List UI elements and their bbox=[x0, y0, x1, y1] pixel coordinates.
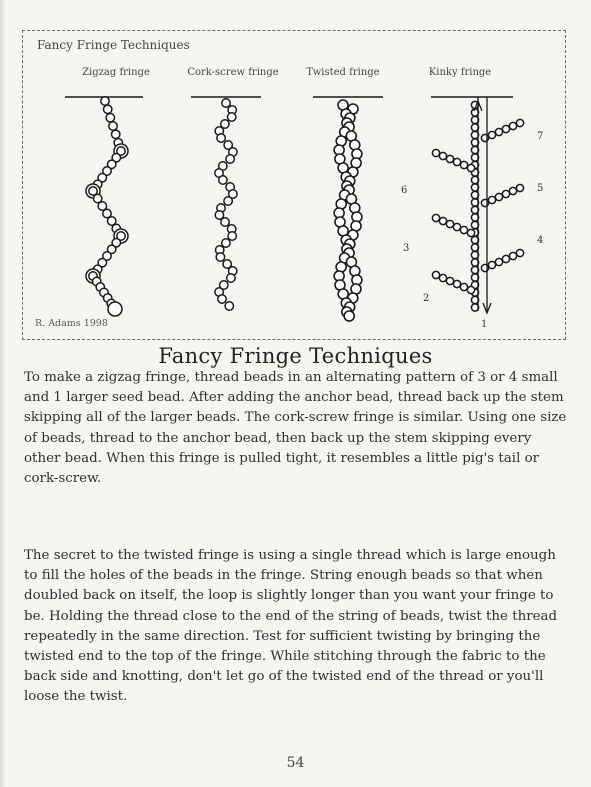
twisted-fringe-beads bbox=[334, 100, 362, 321]
bead bbox=[509, 252, 516, 259]
bead bbox=[509, 187, 516, 194]
fringe-illustration bbox=[22, 30, 566, 340]
step-number-1: 1 bbox=[481, 319, 488, 330]
bead bbox=[439, 152, 446, 159]
step-number-5: 5 bbox=[537, 183, 544, 194]
bead bbox=[502, 125, 509, 132]
bead bbox=[216, 253, 224, 261]
illustration-credit: R. Adams 1998 bbox=[35, 318, 108, 329]
bead bbox=[106, 114, 114, 122]
bead bbox=[495, 128, 502, 135]
bead bbox=[108, 302, 122, 316]
bead bbox=[502, 190, 509, 197]
bead bbox=[432, 149, 439, 156]
bead bbox=[227, 274, 235, 282]
bead bbox=[467, 286, 474, 293]
corkscrew-fringe-beads bbox=[215, 99, 237, 310]
bead bbox=[439, 217, 446, 224]
bead bbox=[432, 214, 439, 221]
bead bbox=[432, 271, 439, 278]
bead bbox=[226, 155, 234, 163]
bead bbox=[228, 113, 236, 121]
zigzag-fringe-beads bbox=[86, 97, 128, 316]
bead bbox=[509, 122, 516, 129]
bead bbox=[467, 229, 474, 236]
bead bbox=[446, 277, 453, 284]
page-number: 54 bbox=[286, 755, 305, 771]
bead bbox=[221, 218, 229, 226]
figure-title: Fancy Fringe Techniques bbox=[37, 38, 190, 52]
label-twisted-fringe: Twisted fringe bbox=[306, 67, 380, 78]
bead bbox=[446, 155, 453, 162]
page-edge-shadow bbox=[0, 0, 6, 787]
step-number-6: 6 bbox=[401, 185, 408, 196]
bead bbox=[453, 280, 460, 287]
label-kinky-fringe: Kinky fringe bbox=[428, 67, 492, 78]
label-zigzag-fringe: Zigzag fringe bbox=[82, 67, 150, 78]
bead bbox=[218, 295, 226, 303]
bead bbox=[446, 220, 453, 227]
bead bbox=[502, 255, 509, 262]
bead bbox=[224, 197, 232, 205]
bead bbox=[222, 239, 230, 247]
bead bbox=[344, 311, 354, 321]
bead bbox=[467, 164, 474, 171]
bead bbox=[460, 161, 467, 168]
step-number-3: 3 bbox=[403, 243, 410, 254]
bead bbox=[222, 99, 230, 107]
step-number-4: 4 bbox=[537, 235, 544, 246]
bead bbox=[460, 283, 467, 290]
bead bbox=[488, 131, 495, 138]
bead bbox=[109, 122, 117, 130]
bead bbox=[516, 184, 523, 191]
paragraph-zigzag-corkscrew: To make a zigzag fringe, thread beads in an alternating pattern of 3 or 4 small and 1 larger seed bead. After adding the anchor bead, thread back up the stem skipping all of the larger beads. The cork-screw fringe is similar. Using one size of beads, thread to the anchor bead, then back up the stem skipping every other bead. When this fringe is pulled tight, it resembles a little pig's tail or cork-screw. bbox=[24, 370, 567, 487]
bead bbox=[516, 119, 523, 126]
bead bbox=[101, 97, 109, 105]
bead bbox=[217, 134, 225, 142]
bead bbox=[488, 261, 495, 268]
bead bbox=[112, 130, 120, 138]
bead bbox=[495, 258, 502, 265]
bead bbox=[460, 226, 467, 233]
label-corkscrew-fringe: Cork-screw fringe bbox=[187, 67, 279, 78]
page-heading: Fancy Fringe Techniques bbox=[158, 344, 433, 368]
bead bbox=[228, 232, 236, 240]
bead bbox=[225, 302, 233, 310]
bead bbox=[104, 105, 112, 113]
bead bbox=[516, 249, 523, 256]
bead bbox=[453, 158, 460, 165]
bead bbox=[219, 176, 227, 184]
bead bbox=[453, 223, 460, 230]
step-number-2: 2 bbox=[423, 293, 430, 304]
step-number-7: 7 bbox=[537, 131, 544, 142]
paragraph-twisted-fringe: The secret to the twisted fringe is using a single thread which is large enough to fill the holes of the beads in the fringe. String enough beads so that when doubled back on itself, the loop is slightly longer than you want your fringe to be. Holding the thread close to the end of the string of beads, twist the thread repeatedly in the same direction. Test for sufficient twisting by bringing the twisted end to the top of the fringe. While stitching through the fabric to the back side and knotting, don't let go of the twisted end of the thread or you'll loose the twist. bbox=[24, 548, 558, 705]
bead bbox=[439, 274, 446, 281]
bead bbox=[495, 193, 502, 200]
bead bbox=[488, 196, 495, 203]
fringe-drawings bbox=[23, 31, 567, 341]
